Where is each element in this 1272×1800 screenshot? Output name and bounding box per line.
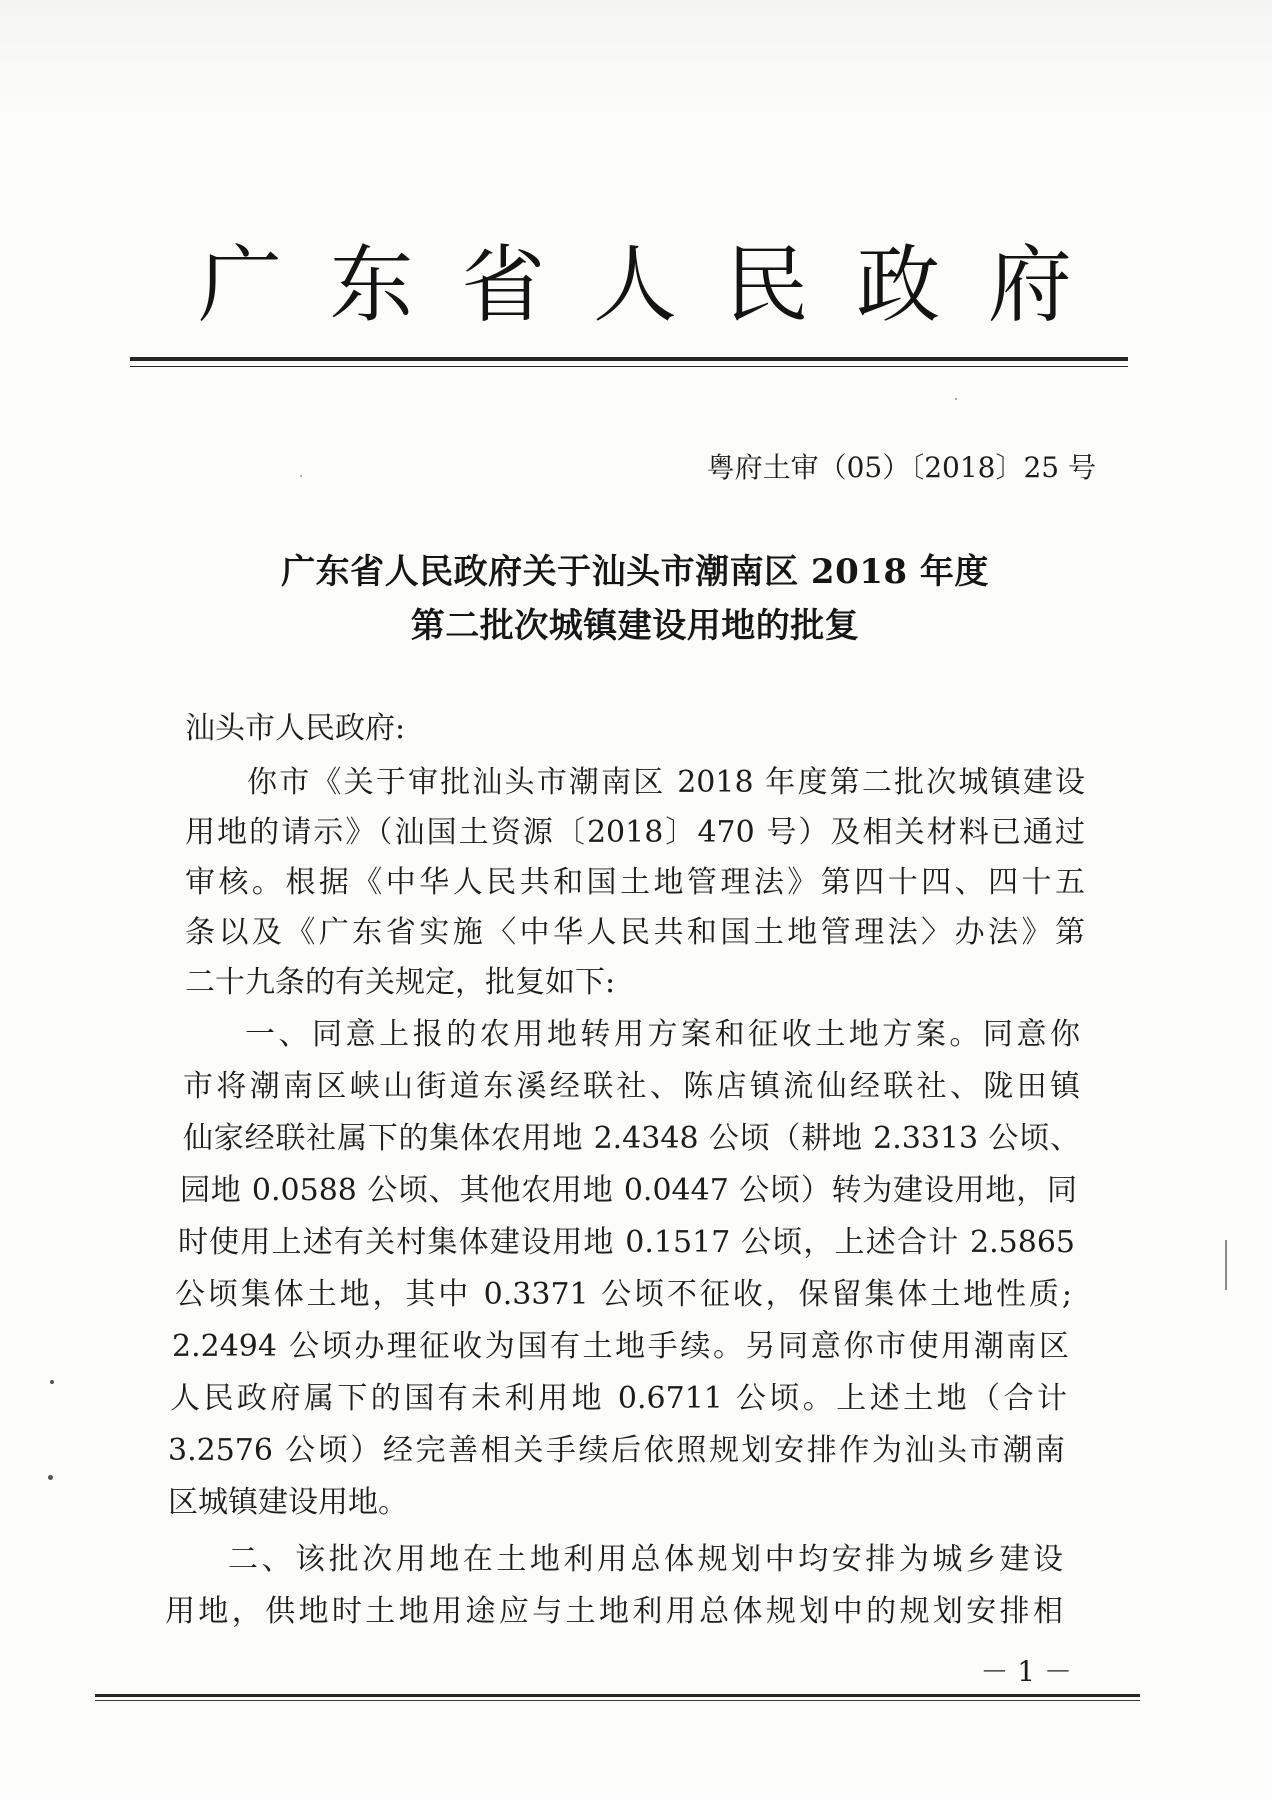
masthead-char: 广 bbox=[197, 236, 282, 334]
body-line: 一、同意上报的农用地转用方案和征收土地方案。同意你 bbox=[245, 1017, 1080, 1052]
masthead-char: 东 bbox=[329, 236, 414, 334]
body-line: 仙家经联社属下的集体农用地 2.4348 公顷（耕地 2.3313 公顷、 bbox=[183, 1121, 1080, 1156]
body-line: 审核。根据《中华人民共和国土地管理法》第四十四、四十五 bbox=[185, 865, 1085, 900]
body-line: 二、该批次用地在土地利用总体规划中均安排为城乡建设 bbox=[228, 1542, 1063, 1577]
body-line: 3.2576 公顷）经完善相关手续后依照规划安排作为汕头市潮南 bbox=[168, 1433, 1065, 1468]
body-line: 公顷集体土地，其中 0.3371 公顷不征收，保留集体土地性质; bbox=[175, 1277, 1072, 1312]
title-line-2: 第二批次城镇建设用地的批复 bbox=[410, 606, 860, 646]
masthead-char: 省 bbox=[461, 236, 546, 334]
title-line-1: 广东省人民政府关于汕头市潮南区 2018 年度 bbox=[281, 552, 989, 592]
body-line: 人民政府属下的国有未利用地 0.6711 公顷。上述土地（合计 bbox=[170, 1381, 1067, 1416]
masthead-char: 民 bbox=[724, 236, 809, 334]
scan-speck bbox=[300, 475, 302, 477]
masthead-char: 人 bbox=[592, 236, 677, 334]
masthead-char: 政 bbox=[856, 236, 941, 334]
body-line: 用地，供地时土地用途应与土地利用总体规划中的规划安排相 bbox=[165, 1594, 1063, 1629]
body-line: 时使用上述有关村集体建设用地 0.1517 公顷，上述合计 2.5865 bbox=[178, 1225, 1075, 1260]
header-rule-thin bbox=[130, 366, 1128, 367]
addressee: 汕头市人民政府: bbox=[185, 711, 406, 746]
scan-shadow bbox=[0, 0, 1272, 130]
body-line: 条以及《广东省实施〈中华人民共和国土地管理法〉办法》第 bbox=[185, 915, 1085, 950]
scan-speck bbox=[50, 1380, 54, 1384]
body-line: 市将潮南区峡山街道东溪经联社、陈店镇流仙经联社、陇田镇 bbox=[183, 1069, 1080, 1104]
body-line: 区城镇建设用地。 bbox=[168, 1485, 408, 1520]
document-title bbox=[130, 545, 1140, 653]
body-line: 二十九条的有关规定，批复如下: bbox=[185, 965, 616, 1000]
scan-speck bbox=[48, 1475, 53, 1480]
footer-rule-thick bbox=[95, 1694, 1140, 1697]
body-line: 2.2494 公顷办理征收为国有土地手续。另同意你市使用潮南区 bbox=[172, 1329, 1069, 1364]
document-number: 粤府土审（05）〔2018〕25 号 bbox=[706, 451, 1096, 484]
footer-rule-thin bbox=[95, 1700, 1140, 1701]
page-number: － 1 － bbox=[980, 1655, 1072, 1688]
body-line: 园地 0.0588 公顷、其他农用地 0.0447 公顷）转为建设用地，同 bbox=[180, 1173, 1077, 1208]
scan-speck bbox=[955, 398, 957, 400]
body-line: 用地的请示》（汕国土资源〔2018〕470 号）及相关材料已通过 bbox=[185, 815, 1085, 850]
scan-margin-mark bbox=[1225, 1240, 1227, 1290]
body-line: 你市《关于审批汕头市潮南区 2018 年度第二批次城镇建设 bbox=[247, 765, 1085, 800]
issuer-masthead bbox=[190, 230, 1080, 340]
header-rule-thick bbox=[130, 357, 1128, 361]
masthead-char: 府 bbox=[987, 236, 1072, 334]
